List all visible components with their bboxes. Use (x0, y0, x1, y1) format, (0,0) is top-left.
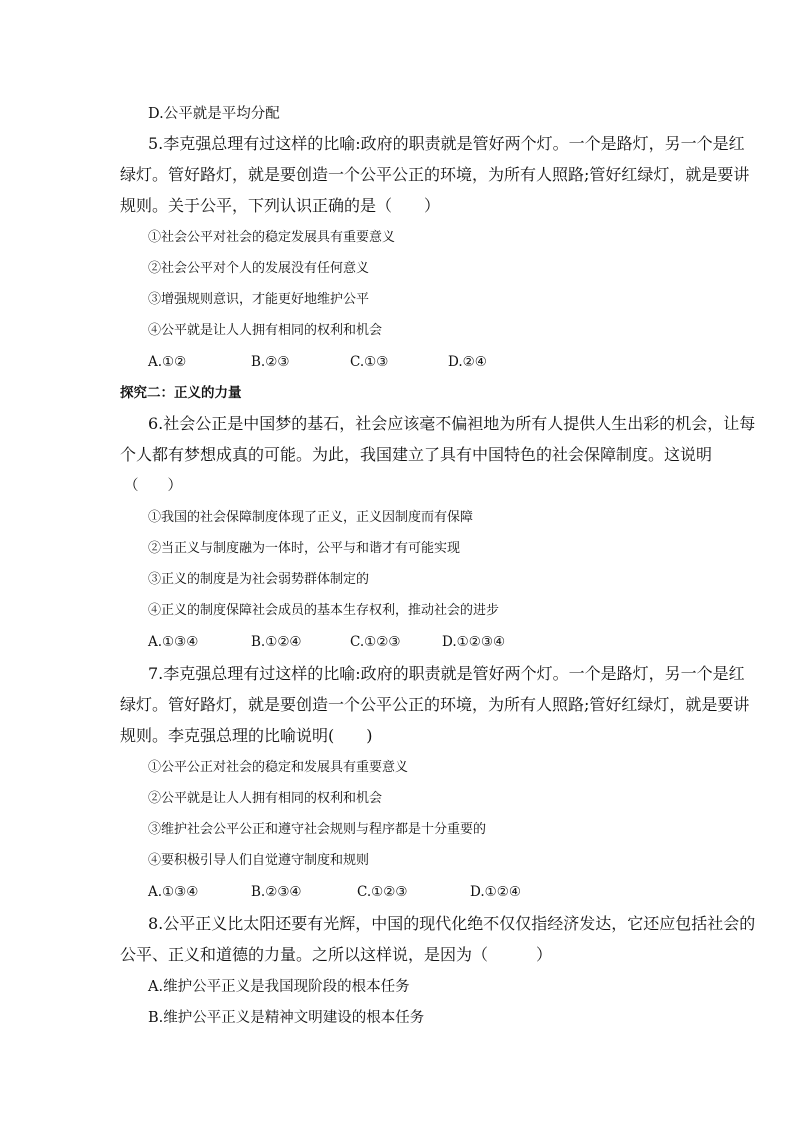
q6-statement-3: ③正义的制度是为社会弱势群体制定的 (148, 572, 370, 587)
q8-stem-line-1: 8.公平正义比太阳还要有光辉，中国的现代化绝不仅仅指经济发达，它还应包括社会的 (148, 914, 756, 933)
q5-statement-4: ④公平就是让人人拥有相同的权利和机会 (148, 323, 383, 338)
q5-option-c: C.①③ (350, 354, 389, 370)
q5-option-a: A.①② (148, 354, 187, 370)
q7-option-a: A.①③④ (148, 884, 199, 900)
q6-stem-line-3: （ ） (124, 478, 182, 494)
q5-statement-3: ③增强规则意识，才能更好地维护公平 (148, 292, 370, 307)
section-heading: 探究二：正义的力量 (120, 385, 242, 401)
q5-option-b: B.②③ (251, 354, 290, 370)
q7-stem-line-3: 规则。李克强总理的比喻说明( ) (120, 726, 373, 745)
q5-stem-line-1: 5.李克强总理有过这样的比喻:政府的职责就是管好两个灯。一个是路灯，另一个是红 (148, 134, 745, 153)
q6-stem-line-1: 6.社会公正是中国梦的基石，社会应该毫不偏袒地为所有人提供人生出彩的机会，让每 (148, 414, 756, 433)
q6-statement-2: ②当正义与制度融为一体时，公平与和谐才有可能实现 (148, 541, 461, 556)
q5-statement-1: ①社会公平对社会的稳定发展具有重要意义 (148, 230, 396, 245)
q6-option-c: C.①②③ (350, 634, 401, 650)
q8-option-b: B.维护公平正义是精神文明建设的根本任务 (148, 1010, 425, 1026)
q5-statement-2: ②社会公平对个人的发展没有任何意义 (148, 261, 370, 276)
q7-statement-2: ②公平就是让人人拥有相同的权利和机会 (148, 791, 383, 806)
q7-statement-3: ③维护社会公平公正和遵守社会规则与程序都是十分重要的 (148, 822, 487, 837)
q7-stem-line-2: 绿灯。管好路灯，就是要创造一个公平公正的环境，为所有人照路;管好红绿灯，就是要讲 (120, 695, 750, 714)
q7-statement-1: ①公平公正对社会的稳定和发展具有重要意义 (148, 760, 409, 775)
q6-statement-1: ①我国的社会保障制度体现了正义，正义因制度而有保障 (148, 510, 474, 525)
q5-option-d: D.②④ (448, 354, 487, 370)
q6-option-a: A.①③④ (148, 634, 199, 650)
q7-option-c: C.①②③ (357, 884, 408, 900)
q5-stem-line-3: 规则。关于公平，下列认识正确的是（ ） (120, 196, 441, 215)
q6-option-b: B.①②④ (251, 634, 302, 650)
q6-option-d: D.①②③④ (442, 634, 506, 650)
q6-statement-4: ④正义的制度保障社会成员的基本生存权利，推动社会的进步 (148, 603, 500, 618)
q7-option-b: B.②③④ (251, 884, 302, 900)
q7-stem-line-1: 7.李克强总理有过这样的比喻:政府的职责就是管好两个灯。一个是路灯，另一个是红 (148, 664, 745, 683)
q4-option-d: D.公平就是平均分配 (148, 106, 280, 122)
q6-stem-line-2: 个人都有梦想成真的可能。为此，我国建立了具有中国特色的社会保障制度。这说明 (120, 445, 713, 464)
q7-option-d: D.①②④ (470, 884, 521, 900)
q7-statement-4: ④要积极引导人们自觉遵守制度和规则 (148, 853, 370, 868)
q8-option-a: A.维护公平正义是我国现阶段的根本任务 (148, 979, 410, 995)
q8-stem-line-2: 公平、正义和道德的力量。之所以这样说，是因为（ ） (120, 945, 553, 964)
q5-stem-line-2: 绿灯。管好路灯，就是要创造一个公平公正的环境，为所有人照路;管好红绿灯，就是要讲 (120, 165, 750, 184)
